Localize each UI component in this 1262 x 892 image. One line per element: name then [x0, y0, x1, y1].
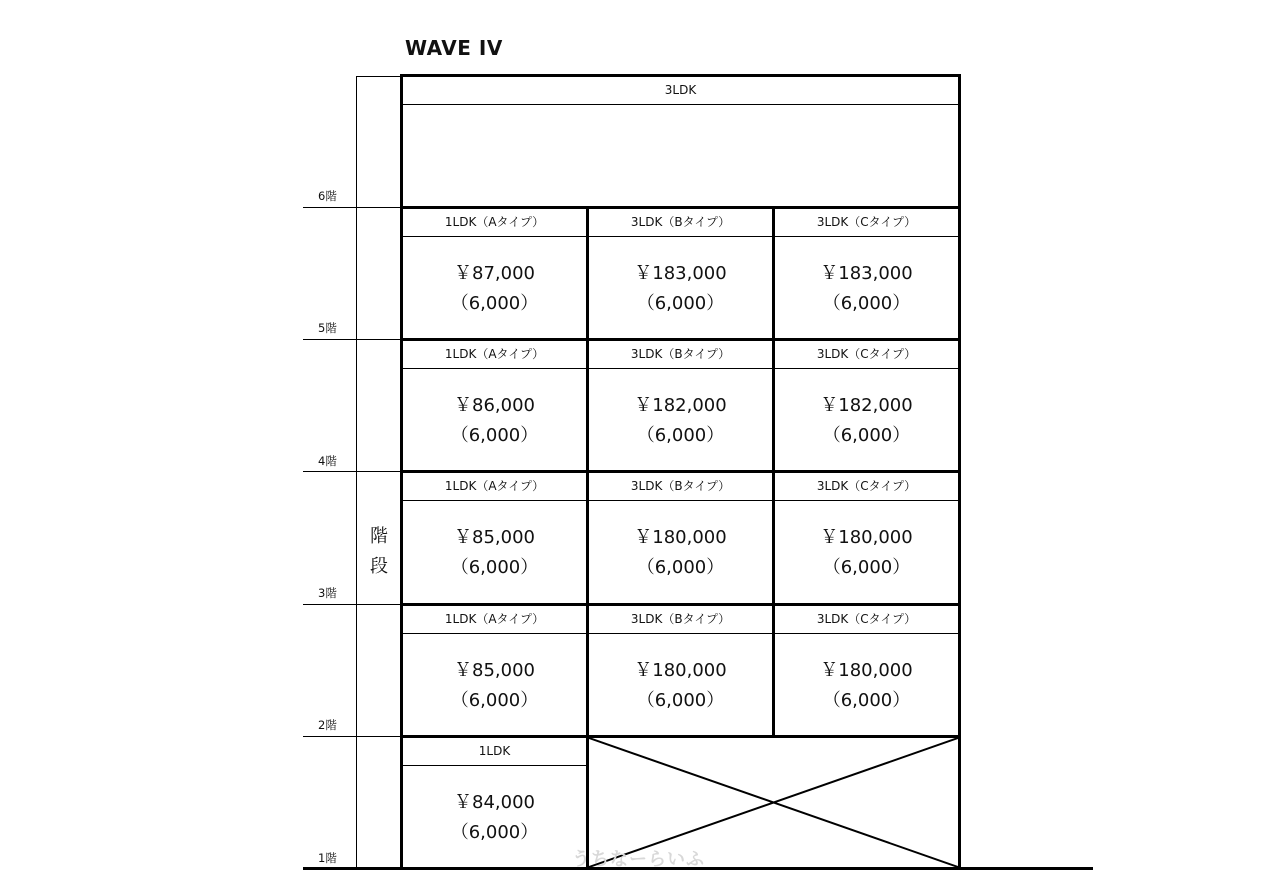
unit-3f-c [775, 473, 958, 603]
unit-6f-3ldk [403, 77, 958, 206]
unit-rent: ￥182,000 [820, 395, 913, 416]
unit-type-label: 3LDK（Cタイプ） [775, 209, 958, 237]
unit-rent: ￥85,000 [454, 660, 535, 681]
unit-fee: （6,000） [822, 425, 911, 446]
floor-divider-4 [303, 339, 401, 340]
unit-type-label: 1LDK（Aタイプ） [403, 473, 586, 501]
unit-type-label: 3LDK（Bタイプ） [589, 473, 772, 501]
unit-fee: （6,000） [450, 293, 539, 314]
unit-4f-b [589, 341, 772, 470]
stairs-label [357, 522, 401, 582]
unit-3f-b [589, 473, 772, 603]
unit-type-label: 1LDK（Aタイプ） [403, 606, 586, 634]
unit-5f-b [589, 209, 772, 338]
unit-type-label: 3LDK（Cタイプ） [775, 606, 958, 634]
unit-rent: ￥182,000 [634, 395, 727, 416]
floor-label-6: 6階 [318, 189, 337, 203]
unit-fee: （6,000） [822, 557, 911, 578]
unit-type-label: 3LDK（Cタイプ） [775, 341, 958, 369]
unit-fee: （6,000） [822, 690, 911, 711]
unit-type-label: 3LDK（Bタイプ） [589, 606, 772, 634]
unit-type-label: 1LDK（Aタイプ） [403, 209, 586, 237]
unit-fee: （6,000） [450, 425, 539, 446]
unit-rent: ￥84,000 [454, 792, 535, 813]
unit-fee: （6,000） [636, 557, 725, 578]
unit-rent: ￥180,000 [634, 660, 727, 681]
floor-label-2: 2階 [318, 718, 337, 732]
unit-type-label: 3LDK（Bタイプ） [589, 341, 772, 369]
floor-divider-6 [357, 76, 401, 77]
unit-fee: （6,000） [636, 690, 725, 711]
unit-3f-a [403, 473, 586, 603]
unit-type-label: 3LDK（Cタイプ） [775, 473, 958, 501]
floor-divider-1 [303, 736, 401, 737]
floor-label-5: 5階 [318, 321, 337, 335]
unit-fee: （6,000） [636, 425, 725, 446]
floor-divider-3 [303, 471, 401, 472]
unit-2f-a [403, 606, 586, 735]
stairs-char-2: 段 [370, 556, 388, 577]
unit-5f-c [775, 209, 958, 338]
unit-rent: ￥180,000 [820, 527, 913, 548]
unit-type-label: 3LDK（Bタイプ） [589, 209, 772, 237]
unit-4f-c [775, 341, 958, 470]
unit-fee: （6,000） [450, 690, 539, 711]
unit-fee: （6,000） [450, 822, 539, 843]
unit-type-label: 3LDK [403, 77, 958, 105]
unit-rent: ￥180,000 [820, 660, 913, 681]
unit-rent: ￥86,000 [454, 395, 535, 416]
building-title: WAVE IV [405, 36, 503, 60]
unit-rent: ￥87,000 [454, 263, 535, 284]
floor-divider-2 [303, 604, 401, 605]
unit-2f-b [589, 606, 772, 735]
floor-label-1: 1階 [318, 851, 337, 865]
unit-rent: ￥85,000 [454, 527, 535, 548]
unit-fee: （6,000） [636, 293, 725, 314]
stairs-char-1: 階 [370, 526, 388, 547]
unit-type-label: 1LDK（Aタイプ） [403, 341, 586, 369]
unit-rent: ￥183,000 [820, 263, 913, 284]
watermark: うちなーらいふ [572, 849, 705, 870]
stairs-left-edge [356, 76, 357, 868]
floor-label-4: 4階 [318, 454, 337, 468]
unit-2f-c [775, 606, 958, 735]
unit-5f-a [403, 209, 586, 338]
unit-type-label: 1LDK [403, 738, 586, 766]
unit-1f [403, 738, 586, 867]
unit-fee: （6,000） [822, 293, 911, 314]
unit-rent: ￥180,000 [634, 527, 727, 548]
unit-rent: ￥183,000 [634, 263, 727, 284]
floor-divider-5 [303, 207, 401, 208]
unit-fee: （6,000） [450, 557, 539, 578]
unit-4f-a [403, 341, 586, 470]
floor-label-3: 3階 [318, 586, 337, 600]
